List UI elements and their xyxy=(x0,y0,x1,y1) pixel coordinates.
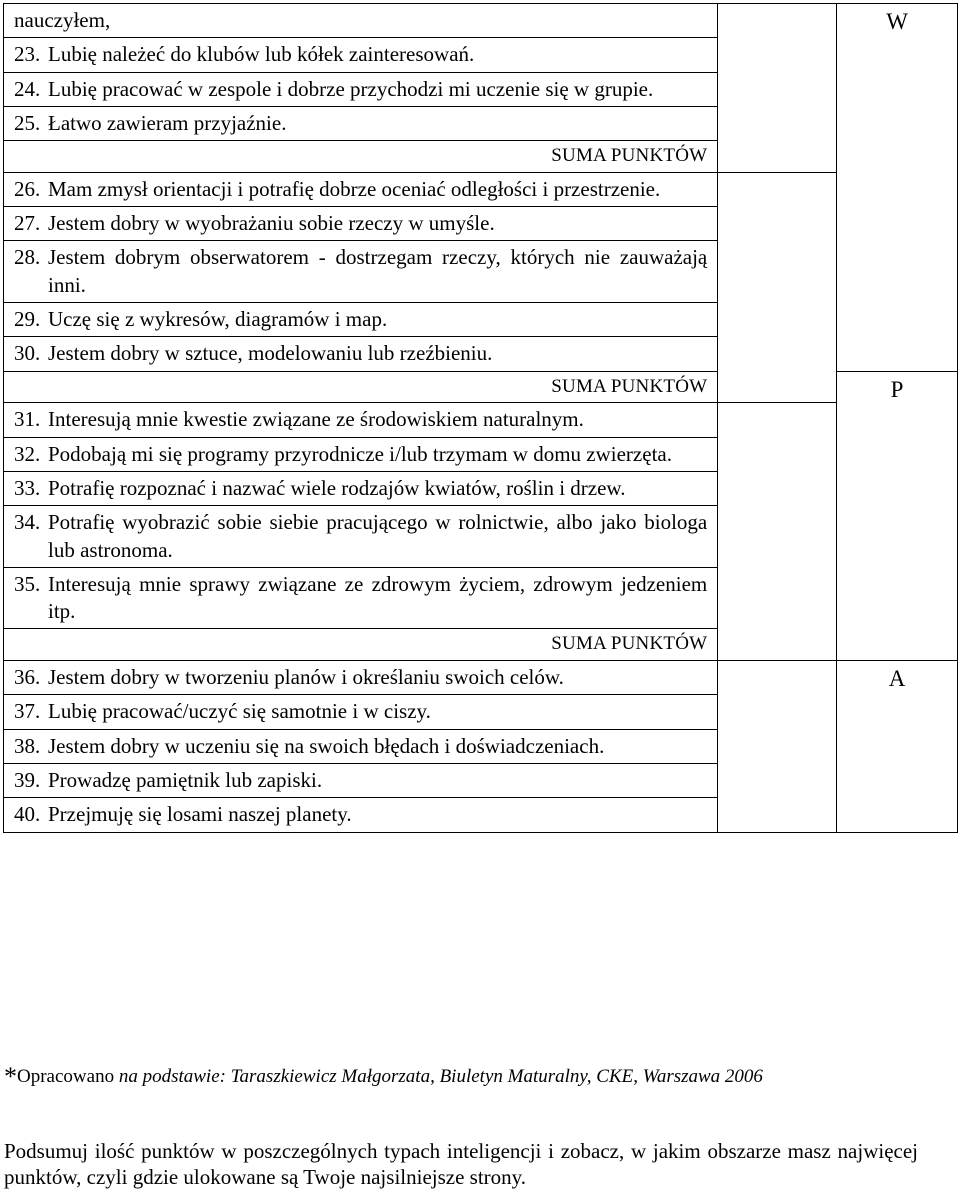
footnote-prefix: Opracowano xyxy=(17,1066,119,1087)
item-text: Prowadzę pamiętnik lub zapiski. xyxy=(48,768,323,792)
points-cell[interactable] xyxy=(718,403,837,661)
item-text: Lubię należeć do klubów lub kółek zainteresowań. xyxy=(48,42,475,67)
footnote-asterisk: * xyxy=(4,1062,17,1091)
sum-label: SUMA PUNKTÓW xyxy=(4,371,718,403)
item-number: 40. xyxy=(14,802,41,827)
item-text: Podobają mi się programy przyrodnicze i/lub trzymam w domu zwierzęta. xyxy=(48,441,672,466)
item-text: Jestem dobry w sztuce, modelowaniu lub rzeźbieniu. xyxy=(48,341,493,366)
item-text: Jestem dobry w wyobrażaniu sobie rzeczy w umyśle. xyxy=(48,211,495,236)
table-row xyxy=(4,403,958,437)
item-number: 24. xyxy=(14,76,41,101)
item-text: Jestem dobry w tworzeniu planów i określaniu swoich celów. xyxy=(48,665,564,690)
item-number: 39. xyxy=(14,768,41,792)
table-row xyxy=(4,661,958,695)
item-text: Potrafię rozpoznać i nazwać wiele rodzajów kwiatów, roślin i drzew. xyxy=(48,475,626,500)
item-text: Uczę się z wykresów, diagramów i map. xyxy=(48,307,388,332)
points-cell[interactable] xyxy=(718,4,837,173)
points-cell[interactable] xyxy=(718,661,837,832)
group-label-p: P xyxy=(890,376,904,402)
item-number: 34. xyxy=(14,510,41,535)
group-cell-w xyxy=(837,4,958,372)
item-text: Łatwo zawieram przyjaźnie. xyxy=(48,110,287,135)
item-text: Interesują mnie kwestie związane ze środowiskiem naturalnym. xyxy=(48,407,584,432)
item-text: Mam zmysł orientacji i potrafię dobrze oceniać odległości i przestrzenie. xyxy=(48,176,661,201)
item-number: 26. xyxy=(14,176,41,201)
item-number: 38. xyxy=(14,733,41,758)
footnote-source: na podstawie: Taraszkiewicz Małgorzata, Biuletyn Maturalny, CKE, Warszawa 2006 xyxy=(118,1066,763,1087)
survey-table xyxy=(3,3,958,833)
sum-label: SUMA PUNKTÓW xyxy=(4,629,718,661)
item-text: Jestem dobrym obserwatorem - dostrzegam rzeczy, których nie zauważają inni. xyxy=(48,245,708,297)
item-number: 36. xyxy=(14,665,41,690)
item-number: 33. xyxy=(14,475,41,500)
item-text: Interesują mnie sprawy związane ze zdrowym życiem, zdrowym jedzeniem itp. xyxy=(48,571,708,624)
sum-label: SUMA PUNKTÓW xyxy=(4,141,718,173)
group-cell-p xyxy=(837,371,958,660)
item-number: 29. xyxy=(14,307,41,332)
item-number: 31. xyxy=(14,407,41,432)
points-cell[interactable] xyxy=(718,172,837,402)
group-label-a: A xyxy=(888,666,906,692)
item-number: 28. xyxy=(14,245,41,270)
item-number: 32. xyxy=(14,441,41,466)
item-text: Lubię pracować/uczyć się samotnie i w ciszy. xyxy=(48,699,431,724)
item-text: Lubię pracować w zespole i dobrze przychodzi mi uczenie się w grupie. xyxy=(48,76,654,101)
group-cell-a xyxy=(837,661,958,832)
item-number: 30. xyxy=(14,341,41,366)
item-text: Potrafię wyobrazić sobie siebie pracującego w rolnictwie, albo jako biologa lub astronoma. xyxy=(48,510,708,562)
item-text: nauczyłem, xyxy=(14,8,111,32)
item-number: 35. xyxy=(14,571,41,596)
table-row xyxy=(4,4,958,38)
item-number: 27. xyxy=(14,211,41,236)
item-number: 37. xyxy=(14,699,41,724)
item-text: Przejmuję się losami naszej planety. xyxy=(48,802,352,827)
item-number: 23. xyxy=(14,42,41,67)
table-row xyxy=(4,172,958,206)
source-footnote xyxy=(4,1062,763,1092)
group-label-w: W xyxy=(886,9,908,34)
summary-paragraph: Podsumuj ilość punktów w poszczególnych typach inteligencji i zobacz, w jakim obszarze masz najwięcej punktów, czyli gdzie ulokowane są Twoje najsilniejsze strony. xyxy=(4,1139,918,1190)
item-text: Jestem dobry w uczeniu się na swoich błędach i doświadczeniach. xyxy=(48,733,605,758)
item-number: 25. xyxy=(14,110,41,135)
